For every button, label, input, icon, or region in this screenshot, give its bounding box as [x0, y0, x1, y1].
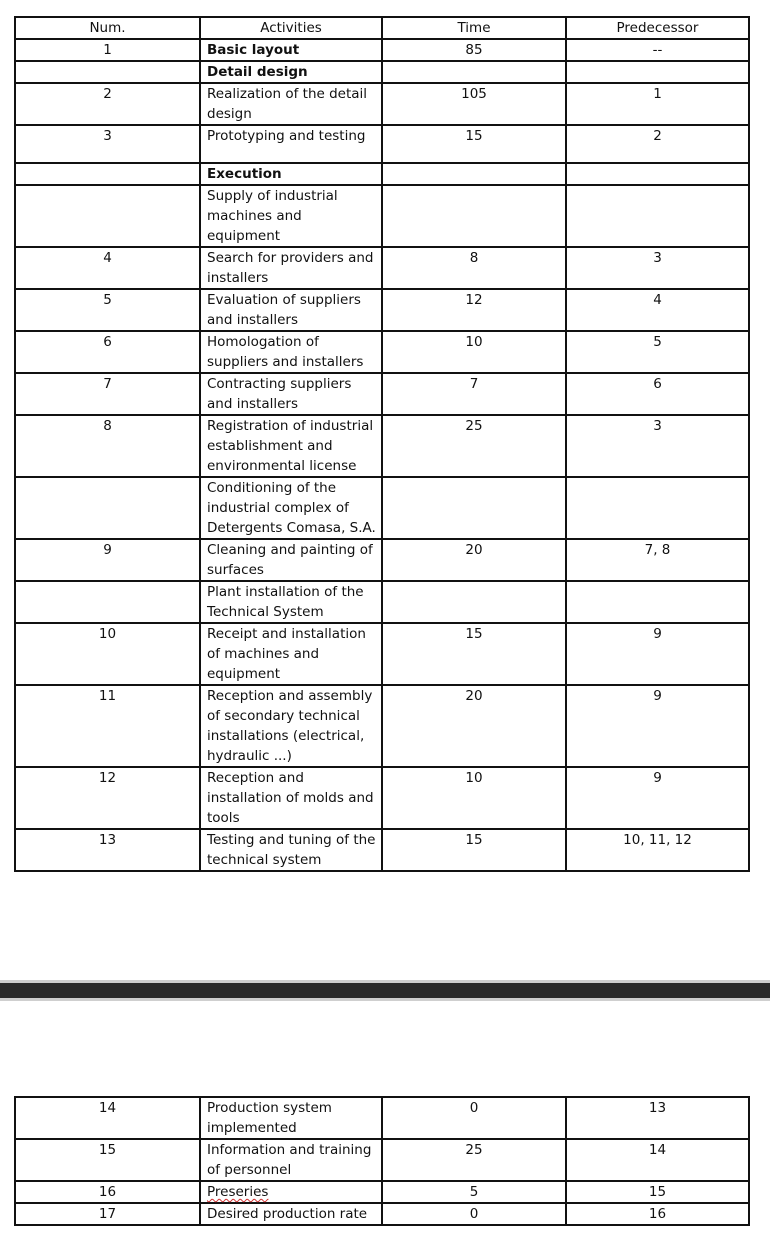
table-row: [15, 61, 749, 83]
row-num: 12: [15, 767, 200, 829]
row-activity: Prototyping and testing: [200, 125, 382, 163]
row-activity: Reception and installation of molds and tools: [200, 767, 382, 829]
spellcheck-underlined-text: Preseries: [207, 1184, 269, 1200]
row-activity: Information and training of personnel: [200, 1139, 382, 1181]
row-activity: [200, 1181, 382, 1203]
row-predecessor: 10, 11, 12: [566, 829, 749, 871]
row-predecessor: [566, 61, 749, 83]
table-row: [15, 39, 749, 61]
page-break-divider: [0, 998, 770, 1001]
row-activity: Production system implemented: [200, 1097, 382, 1139]
row-predecessor: 1: [566, 83, 749, 125]
row-time: 105: [382, 83, 566, 125]
row-time: 20: [382, 685, 566, 767]
row-time: 25: [382, 415, 566, 477]
row-num: 17: [15, 1203, 200, 1225]
row-predecessor: [566, 185, 749, 247]
row-num: 2: [15, 83, 200, 125]
row-predecessor: 16: [566, 1203, 749, 1225]
row-predecessor: [566, 477, 749, 539]
row-num: 15: [15, 1139, 200, 1181]
row-num: [15, 185, 200, 247]
row-time: 5: [382, 1181, 566, 1203]
row-time: [382, 581, 566, 623]
row-num: 16: [15, 1181, 200, 1203]
row-num: 7: [15, 373, 200, 415]
table-row: [15, 829, 749, 871]
row-predecessor: [566, 581, 749, 623]
row-time: 85: [382, 39, 566, 61]
row-activity: Evaluation of suppliers and installers: [200, 289, 382, 331]
row-predecessor: 9: [566, 623, 749, 685]
row-activity: Receipt and installation of machines and equipment: [200, 623, 382, 685]
table-row: [15, 331, 749, 373]
row-activity: Realization of the detail design: [200, 83, 382, 125]
row-time: 8: [382, 247, 566, 289]
row-predecessor: --: [566, 39, 749, 61]
header-num: Num.: [15, 17, 200, 39]
table-row: [15, 1181, 749, 1203]
row-time: [382, 61, 566, 83]
row-num: 4: [15, 247, 200, 289]
table-row: [15, 415, 749, 477]
table-row: [15, 163, 749, 185]
table-row: [15, 1097, 749, 1139]
row-activity: Reception and assembly of secondary technical installations (electrical, hydraulic ...): [200, 685, 382, 767]
row-num: 9: [15, 539, 200, 581]
row-time: [382, 163, 566, 185]
row-time: 10: [382, 767, 566, 829]
row-num: 14: [15, 1097, 200, 1139]
row-predecessor: 6: [566, 373, 749, 415]
row-time: 15: [382, 829, 566, 871]
table-row: [15, 83, 749, 125]
row-predecessor: [566, 163, 749, 185]
row-time: [382, 477, 566, 539]
row-time: 15: [382, 125, 566, 163]
row-activity: Registration of industrial establishment and environmental license: [200, 415, 382, 477]
page-break-bar: [0, 983, 770, 998]
row-activity: Cleaning and painting of surfaces: [200, 539, 382, 581]
row-time: 15: [382, 623, 566, 685]
row-time: 7: [382, 373, 566, 415]
row-num: 11: [15, 685, 200, 767]
row-predecessor: 13: [566, 1097, 749, 1139]
row-predecessor: 14: [566, 1139, 749, 1181]
row-activity: Basic layout: [200, 39, 382, 61]
row-num: [15, 61, 200, 83]
table-row: [15, 247, 749, 289]
header-row: [15, 17, 749, 39]
table-row: [15, 125, 749, 163]
row-predecessor: 7, 8: [566, 539, 749, 581]
row-activity: Homologation of suppliers and installers: [200, 331, 382, 373]
row-num: 1: [15, 39, 200, 61]
header-predecessor: Predecessor: [566, 17, 749, 39]
row-num: 6: [15, 331, 200, 373]
table-row: [15, 685, 749, 767]
table-row: [15, 185, 749, 247]
row-num: 8: [15, 415, 200, 477]
activities-table: [14, 16, 750, 872]
header-time: Time: [382, 17, 566, 39]
row-predecessor: 4: [566, 289, 749, 331]
row-predecessor: 5: [566, 331, 749, 373]
row-time: 20: [382, 539, 566, 581]
table-row: [15, 539, 749, 581]
row-activity: Contracting suppliers and installers: [200, 373, 382, 415]
table-row: [15, 581, 749, 623]
row-num: [15, 163, 200, 185]
section-heading: Detail design: [200, 61, 382, 83]
row-time: [382, 185, 566, 247]
row-time: 10: [382, 331, 566, 373]
table-row: [15, 623, 749, 685]
row-num: 13: [15, 829, 200, 871]
subsection-heading: Conditioning of the industrial complex of Detergents Comasa, S.A.: [200, 477, 382, 539]
row-activity: Testing and tuning of the technical system: [200, 829, 382, 871]
row-predecessor: 2: [566, 125, 749, 163]
subsection-heading: Plant installation of the Technical System: [200, 581, 382, 623]
table-row: [15, 1203, 749, 1225]
header-activities: Activities: [200, 17, 382, 39]
row-time: 0: [382, 1203, 566, 1225]
row-predecessor: 9: [566, 685, 749, 767]
activities-table-continued: [14, 1096, 750, 1226]
row-time: 12: [382, 289, 566, 331]
row-time: 25: [382, 1139, 566, 1181]
table-row: [15, 477, 749, 539]
row-num: [15, 581, 200, 623]
row-num: 3: [15, 125, 200, 163]
table-row: [15, 1139, 749, 1181]
subsection-heading: Supply of industrial machines and equipment: [200, 185, 382, 247]
row-num: 10: [15, 623, 200, 685]
row-num: 5: [15, 289, 200, 331]
row-activity: Search for providers and installers: [200, 247, 382, 289]
row-predecessor: 3: [566, 247, 749, 289]
section-heading: Execution: [200, 163, 382, 185]
row-activity: Desired production rate: [200, 1203, 382, 1225]
row-predecessor: 15: [566, 1181, 749, 1203]
row-num: [15, 477, 200, 539]
table-row: [15, 767, 749, 829]
row-predecessor: 9: [566, 767, 749, 829]
table-row: [15, 289, 749, 331]
row-predecessor: 3: [566, 415, 749, 477]
table-row: [15, 373, 749, 415]
row-time: 0: [382, 1097, 566, 1139]
